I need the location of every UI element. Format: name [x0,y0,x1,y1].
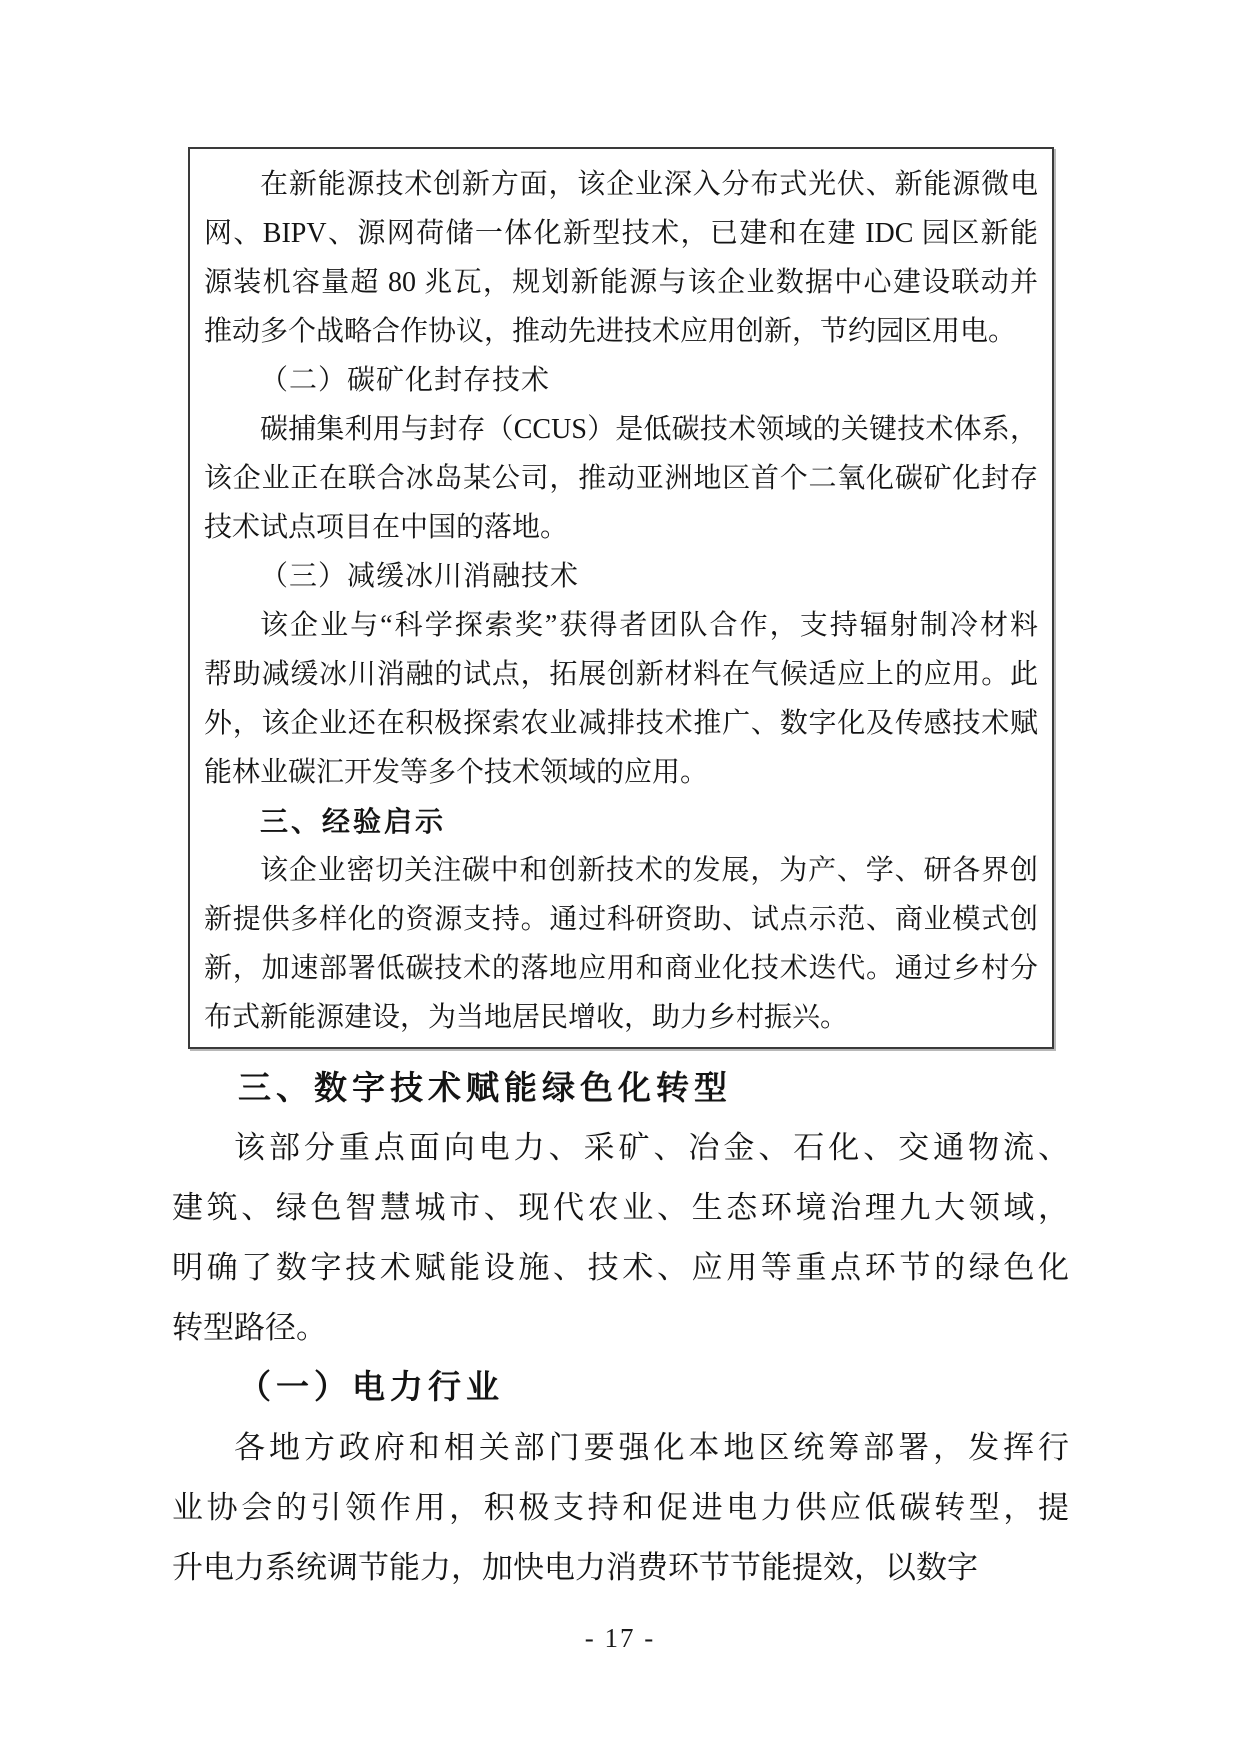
text-line: （三）减缓冰川消融技术 [260,561,580,592]
paragraph [204,160,1038,356]
text-line: 该企业与“科学探索奖”获得者团队合作，支持辐射制冷材料 [260,610,1038,641]
text-line: 三、数字技术赋能绿色化转型 [238,1069,732,1106]
section-heading [204,797,1038,846]
text-line: 网、BIPV、源网荷储一体化新型技术，已建和在建 IDC 园区新能 [204,218,1038,249]
text-line: 源装机容量超 80 兆瓦，规划新能源与该企业数据中心建设联动并 [204,267,1038,298]
text-line: 新，加速部署低碳技术的落地应用和商业化技术迭代。通过乡村分 [204,953,1038,984]
text-line: 在新能源技术创新方面，该企业深入分布式光伏、新能源微电 [260,169,1038,200]
text-line: 各地方政府和相关部门要强化本地区统筹部署，发挥行 [234,1430,1069,1465]
paragraph [172,1418,1069,1598]
text-line: 技术试点项目在中国的落地。 [204,512,569,543]
text-line: 建筑、绿色智慧城市、现代农业、生态环境治理九大领域， [172,1190,1069,1225]
text-line: 能林业碳汇开发等多个技术领域的应用。 [204,757,709,788]
text-line: 该企业密切关注碳中和创新技术的发展，为产、学、研各界创 [260,855,1038,886]
text-line: 帮助减缓冰川消融的试点，拓展创新材料在气候适应上的应用。此 [204,659,1038,690]
paragraph [204,601,1038,797]
text-line: （一）电力行业 [238,1370,504,1406]
section-heading [204,552,1038,601]
text-line: 三、经验启示 [260,806,447,837]
text-line: 转型路径。 [172,1310,327,1345]
section-heading [172,1358,1069,1418]
section-heading [204,356,1038,405]
paragraph [204,846,1038,1042]
page-number: - 17 - [584,1623,656,1653]
main-content [172,1058,1069,1598]
text-line: 碳捕集利用与封存（CCUS）是低碳技术领域的关键技术体系， [260,414,1038,445]
text-line: 业协会的引领作用，积极支持和促进电力供应低碳转型，提 [172,1490,1069,1525]
text-line: 外，该企业还在积极探索农业减排技术推广、数字化及传感技术赋 [204,708,1038,739]
section-heading [172,1058,1069,1118]
text-line: 该企业正在联合冰岛某公司，推动亚洲地区首个二氧化碳矿化封存 [204,463,1038,494]
text-line: （二）碳矿化封存技术 [260,365,551,396]
paragraph [204,405,1038,552]
text-line: 新提供多样化的资源支持。通过科研资助、试点示范、商业模式创 [204,904,1038,935]
text-line: 明确了数字技术赋能设施、技术、应用等重点环节的绿色化 [172,1250,1069,1285]
text-line: 推动多个战略合作协议，推动先进技术应用创新，节约园区用电。 [204,316,1017,347]
case-study-box [188,147,1054,1049]
text-line: 升电力系统调节能力，加快电力消费环节节能提效，以数字 [172,1550,978,1585]
text-line: 布式新能源建设，为当地居民增收，助力乡村振兴。 [204,1002,849,1033]
text-line: 该部分重点面向电力、采矿、冶金、石化、交通物流、 [234,1130,1069,1165]
paragraph [172,1118,1069,1358]
